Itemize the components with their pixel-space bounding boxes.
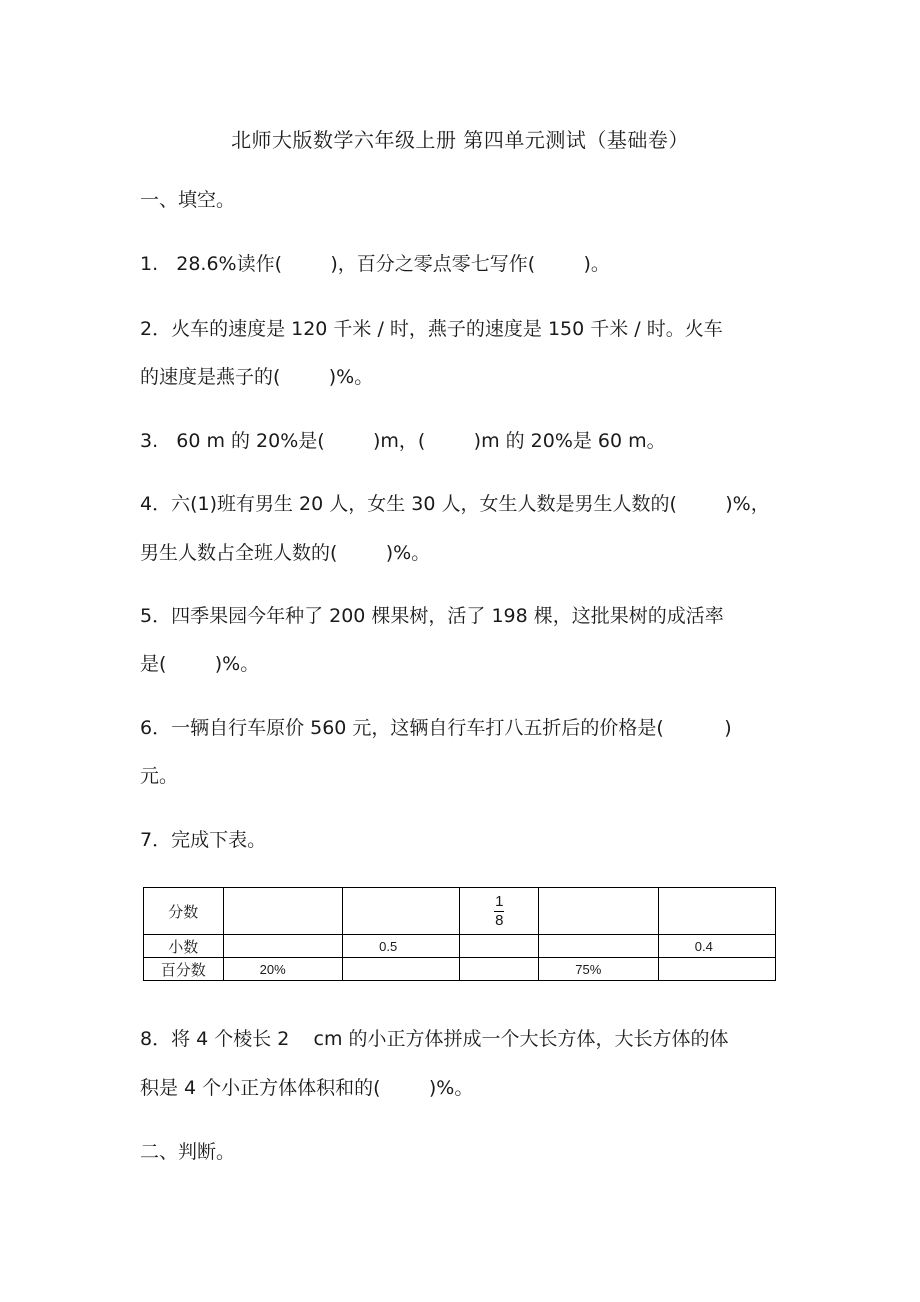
- question-2-line-2: 的速度是燕子的( )%。: [140, 366, 374, 388]
- section-fill-in-heading: 一、填空。: [140, 189, 236, 211]
- question-6-line-2: 元。: [140, 765, 179, 787]
- row-label-percent: 百分数: [144, 958, 224, 981]
- table-cell-percent-20: 20%: [223, 958, 342, 981]
- table-cell-decimal-0-4: 0.4: [658, 935, 775, 958]
- table-cell: [460, 958, 539, 981]
- table-cell-percent-75: 75%: [539, 958, 658, 981]
- table-cell: [460, 935, 539, 958]
- table-cell: [658, 958, 775, 981]
- question-2-line-1: 2．火车的速度是 120 千米 / 时，燕子的速度是 150 千米 / 时。火车: [140, 318, 723, 340]
- section-true-false-heading: 二、判断。: [140, 1141, 236, 1163]
- question-4-line-2: 男生人数占全班人数的( )%。: [140, 542, 431, 564]
- table-row-decimal: [144, 935, 776, 958]
- row-label-fraction: 分数: [144, 888, 224, 935]
- table-cell: [539, 888, 658, 935]
- table-cell-fraction-one-eighth: [460, 888, 539, 935]
- row-label-decimal: 小数: [144, 935, 224, 958]
- question-4-line-1: 4．六(1)班有男生 20 人，女生 30 人，女生人数是男生人数的( )%，: [140, 493, 770, 515]
- fraction-denominator: 8: [495, 911, 504, 929]
- question-5-line-1: 5．四季果园今年种了 200 棵果树，活了 198 棵，这批果树的成活率: [140, 605, 724, 627]
- question-8-line-1: 8．将 4 个棱长 2 cm 的小正方体拼成一个大长方体，大长方体的体: [140, 1028, 729, 1050]
- question-3: 3. 60 m 的 20%是( )m，( )m 的 20%是 60 m。: [140, 430, 666, 452]
- table-cell: [658, 888, 775, 935]
- table-cell: [343, 888, 460, 935]
- conversion-table: [143, 887, 776, 981]
- question-7: 7．完成下表。: [140, 829, 267, 851]
- table-row-fraction: [144, 888, 776, 935]
- question-6-line-1: 6．一辆自行车原价 560 元，这辆自行车打八五折后的价格是( ): [140, 717, 732, 739]
- table-row-percent: [144, 958, 776, 981]
- question-8-line-2: 积是 4 个小正方体体积和的( )%。: [140, 1077, 474, 1099]
- table-cell: [343, 958, 460, 981]
- table-cell: [223, 935, 342, 958]
- fraction-one-eighth: [494, 894, 504, 929]
- table-cell: [539, 935, 658, 958]
- page-title: 北师大版数学六年级上册 第四单元测试（基础卷）: [231, 128, 689, 152]
- question-1: 1. 28.6%读作( )，百分之零点零七写作( )。: [140, 253, 610, 275]
- table-cell-decimal-0-5: 0.5: [343, 935, 460, 958]
- fraction-numerator: 1: [495, 892, 504, 910]
- table-cell: [223, 888, 342, 935]
- question-5-line-2: 是( )%。: [140, 653, 260, 675]
